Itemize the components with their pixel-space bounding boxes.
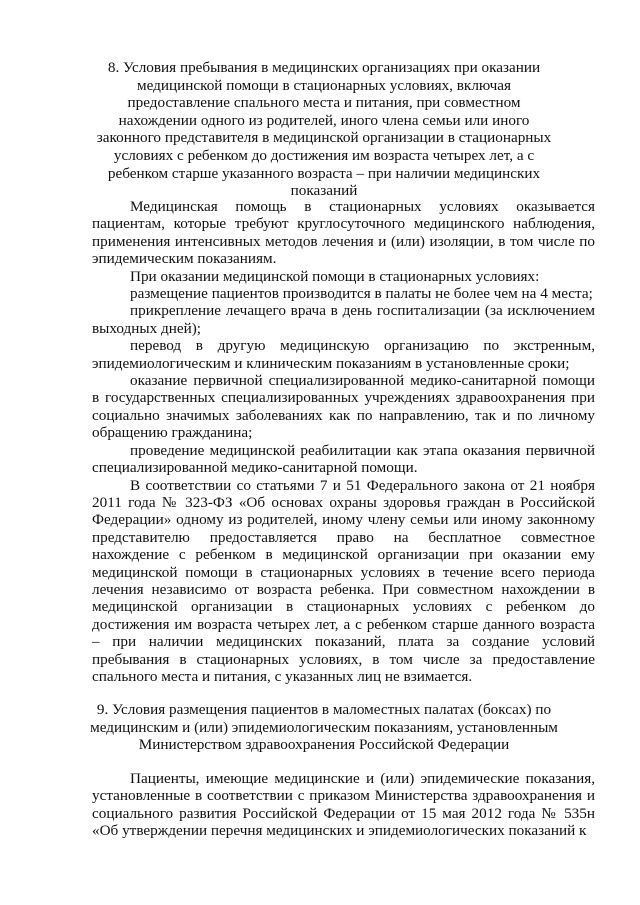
paragraph-parent-stay: В соответствии со статьями 7 и 51 Федерального закона от 21 ноября 2011 года № 323-ФЗ «Об основах охраны здоровья граждан в Российской Федерации» одному из родителей, иному члену семьи или иному законному представителю предоставляется право на бесплатное совместное нахождение с ребенком в медицинской организации при оказании ему медицинской помощи в стационарных условиях в течение всего периода лечения независимо от возраста ребенка. При совместном нахождении в медицинской организации в стационарных условиях с ребенком до достижения им возраста четырех лет, а с ребенком старше данного возраста – при наличии медицинских показаний, плата за создание условий пребывания в стационарных условиях, в том числе за предоставление спального места и питания, с указанных лиц не взимается. <box>92 476 595 685</box>
section-8-heading: 8. Условия пребывания в медицинских организациях при оказании медицинской помощи в стационарных условиях, включая предоставление спального места и питания, при совместном нахождении одного из родителей, иного члена семьи или иного законного представителя в медицинской организации в стационарных условиях с ребенком до достижения им возраста четырех лет, а с ребенком старше указанного возраста – при наличии медицинских показаний <box>96 59 552 200</box>
section-9-heading: 9. Условия размещения пациентов в маломестных палатах (боксах) по медицинским и (или) эпидемиологическим показаниям, установленным Министерством здравоохранения Российской Федерации <box>90 701 558 754</box>
paragraph-rehabilitation: проведение медицинской реабилитации как этапа оказания первичной специализированной медико-санитарной помощи. <box>92 441 595 477</box>
paragraph-patients-indications: Пациенты, имеющие медицинские и (или) эпидемические показания, установленные в соответствии с приказом Министерства здравоохранения и социального развития Российской Федерации от 15 мая 2012 года № 535н «Об утверждении перечня медицинских и эпидемиологических показаний к <box>92 770 595 840</box>
paragraph-specialized-care: оказание первичной специализированной медико-санитарной помощи в государственных специализированных учреждениях здравоохранения при социально значимых заболеваниях как по направлению, так и по личному обращению гражданина; <box>92 372 595 442</box>
paragraph-doctor-assignment: прикрепление лечащего врача в день госпитализации (за исключением выходных дней); <box>92 302 595 337</box>
section-9-body <box>92 770 595 840</box>
paragraph-ward-placement: размещение пациентов производится в палаты не более чем на 4 места; <box>130 285 593 303</box>
section-8-body <box>92 198 595 685</box>
paragraph-transfer: перевод в другую медицинскую организацию по экстренным, эпидемиологическим и клиническим показаниям в установленные сроки; <box>92 337 595 372</box>
paragraph-inpatient-care: Медицинская помощь в стационарных условиях оказывается пациентам, которые требуют круглосуточного медицинского наблюдения, применения интенсивных методов лечения и (или) изоляции, в том числе по эпидемическим показаниям. <box>92 198 595 268</box>
paragraph-conditions-intro: При оказании медицинской помощи в стационарных условиях: <box>130 267 540 285</box>
